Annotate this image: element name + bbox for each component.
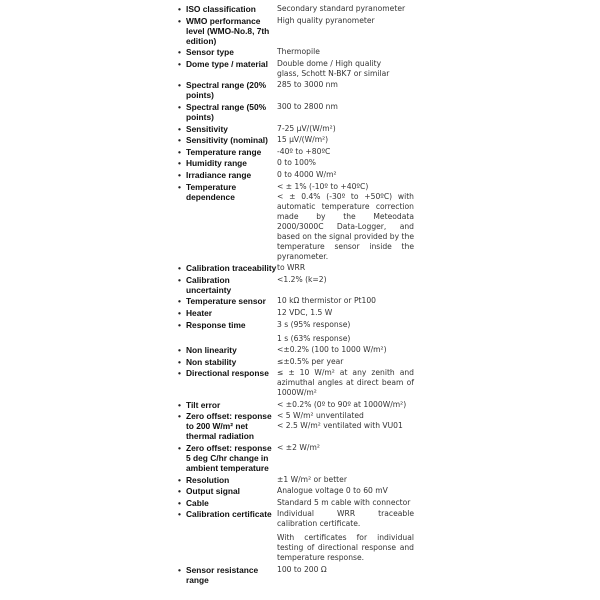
spec-row [178,411,414,441]
spec-value-line: 10 kΩ thermistor or Pt100 [277,296,376,306]
spec-value [277,475,414,485]
spec-value-line: 12 VDC, 1.5 W [277,307,333,317]
bullet-icon: • [178,158,181,169]
bullet-icon: • [178,274,181,285]
spec-value [277,170,414,180]
spec-value [277,411,414,431]
spec-row [178,275,414,295]
spec-value [277,565,414,575]
spec-row [178,47,414,57]
spec-label: Spectral range (20% points) [186,80,267,101]
spec-value [277,47,414,57]
spec-row [178,486,414,496]
spec-label: Irradiance range [186,169,252,180]
bullet-icon: • [178,123,181,134]
spec-value-line: < 2.5 W/m² ventilated with VU01 [277,421,403,431]
bullet-icon: • [178,307,181,318]
bullet-icon: • [178,146,181,157]
spec-label: Dome type / material [186,58,268,69]
spec-value-line: < ±2 W/m² [277,443,320,453]
spec-label: Zero offset: response to 200 W/m² net thermal radiation [186,411,272,442]
spec-value-line: < ± 0.4% (-30º to +50ºC) with automatic temperature correction made by the Meteodata 2000/3000C Data-Logger, and based on the signal provided by the temperature sensor inside the pyranometer. [277,191,414,261]
spec-value [277,124,414,134]
spec-label: ISO classification [186,4,256,14]
spec-value [277,345,414,355]
spec-value-line: ≤ ± 10 W/m² at any zenith and azimuthal angles at direct beam of 1000W/m² [277,368,414,398]
spec-row [178,135,414,145]
spec-row [178,475,414,485]
spec-value [277,135,414,145]
spec-row [178,308,414,318]
bullet-icon: • [178,4,181,14]
spec-label: Calibration uncertainty [186,274,232,295]
spec-value-line: Double dome / High quality [277,58,382,68]
spec-value-line: 1 s (63% response) [277,333,351,343]
spec-label: Zero offset: response 5 deg C/hr change in ambient temperature [186,443,272,474]
spec-value-line: < ± 1% (-10º to +40ºC) [277,181,369,191]
bullet-icon: • [178,443,181,454]
bullet-icon: • [178,296,181,307]
spec-row [178,158,414,168]
spec-label: Temperature sensor [186,296,266,307]
spec-value-line: <±0.2% (100 to 1000 W/m²) [277,345,387,355]
spec-value-line: ≤±0.5% per year [277,356,344,366]
spec-value-line: < 5 W/m² unventilated [277,411,364,421]
spec-label: Temperature dependence [186,181,237,202]
bullet-icon: • [178,263,181,274]
spec-label: Calibration traceability [186,263,277,274]
spec-row [178,565,414,585]
bullet-icon: • [178,486,181,497]
spec-value [277,368,414,398]
spec-value [277,320,414,344]
spec-value-line: High quality pyranometer [277,15,375,25]
spec-value [277,80,414,90]
spec-value [277,275,414,285]
spec-value-line: 0 to 4000 W/m² [277,169,337,179]
bullet-icon: • [178,509,181,520]
spec-value-line: <1.2% (k=2) [277,274,327,284]
spec-label: Humidity range [186,158,247,169]
spec-value-line: 7-25 μV/(W/m²) [277,123,336,133]
bullet-icon: • [178,368,181,379]
spec-label: Heater [186,307,213,318]
spec-value-line: < ±0.2% (0º to 90º at 1000W/m²) [277,399,407,409]
spec-label: Tilt error [186,399,221,410]
spec-label: Response time [186,319,246,330]
spec-value-line: 3 s (95% response) [277,319,351,329]
spec-value [277,498,414,508]
spec-row [178,345,414,355]
spec-row [178,102,414,122]
spec-value-line: Standard 5 m cable with connector [277,497,411,507]
spec-value [277,147,414,157]
spec-row [178,498,414,508]
spec-label: Resolution [186,474,230,485]
spec-value [277,158,414,168]
spec-table [178,4,414,587]
spec-row [178,80,414,100]
spec-row [178,296,414,306]
spec-label: Non linearity [186,345,237,356]
spec-value [277,400,414,410]
spec-label: Cable [186,497,209,508]
spec-row [178,263,414,273]
bullet-icon: • [178,474,181,485]
spec-row [178,357,414,367]
spec-label: Sensitivity [186,123,228,134]
spec-label: Directional response [186,368,269,379]
spec-value-line: Analogue voltage 0 to 60 mV [277,486,388,496]
spec-value-line: -40º to +80ºC [277,146,331,156]
spec-value [277,443,414,453]
bullet-icon: • [178,497,181,508]
bullet-icon: • [178,15,181,26]
spec-row [178,443,414,473]
spec-row [178,320,414,344]
spec-value-line: With certificates for individual testing of directional response and temperature response. [277,533,414,563]
spec-row [178,59,414,79]
spec-label: Non stability [186,356,237,367]
bullet-icon: • [178,80,181,91]
spec-label: Spectral range (50% points) [186,101,267,122]
spec-label: Sensor type [186,47,234,58]
bullet-icon: • [178,101,181,112]
spec-label: Calibration certificate [186,509,272,520]
spec-row [178,509,414,563]
spec-value-line: ±1 W/m² or better [277,474,347,484]
spec-value [277,59,414,79]
spec-value [277,486,414,496]
spec-value-line: 285 to 3000 nm [277,80,338,90]
spec-value-line: Secondary standard pyranometer [277,4,406,13]
spec-value [277,102,414,112]
spec-value-line: Individual WRR traceable calibration certificate. [277,509,414,529]
bullet-icon: • [178,399,181,410]
spec-value [277,509,414,563]
spec-row [178,124,414,134]
spec-label: Sensor resistance range [186,565,259,586]
spec-value [277,16,414,26]
spec-label: Sensitivity (nominal) [186,135,268,146]
bullet-icon: • [178,181,181,192]
bullet-icon: • [178,47,181,58]
spec-row [178,400,414,410]
spec-value [277,357,414,367]
bullet-icon: • [178,411,181,422]
spec-value-line: glass, Schott N-BK7 or similar [277,68,390,78]
bullet-icon: • [178,169,181,180]
spec-row [178,368,414,398]
spec-value [277,4,414,14]
spec-value [277,296,414,306]
spec-row [178,170,414,180]
spec-value [277,263,414,273]
spec-value-line: 0 to 100% [277,158,316,168]
spec-label: Output signal [186,486,240,497]
bullet-icon: • [178,58,181,69]
bullet-icon: • [178,565,181,576]
spec-row [178,4,414,14]
spec-value-line: to WRR [277,263,306,273]
spec-value-line: 100 to 200 Ω [277,565,327,575]
spec-row [178,147,414,157]
spec-label: WMO performance level (WMO-No.8, 7th edition) [186,15,270,46]
spec-label: Temperature range [186,146,262,157]
spec-value [277,182,414,262]
bullet-icon: • [178,356,181,367]
spec-row [178,16,414,46]
bullet-icon: • [178,135,181,146]
spec-value-line: Thermopile [277,47,320,57]
bullet-icon: • [178,319,181,330]
spec-value-line: 15 μV/(W/m²) [277,135,329,145]
spec-value [277,308,414,318]
bullet-icon: • [178,345,181,356]
spec-row [178,182,414,262]
spec-value-line: 300 to 2800 nm [277,101,338,111]
